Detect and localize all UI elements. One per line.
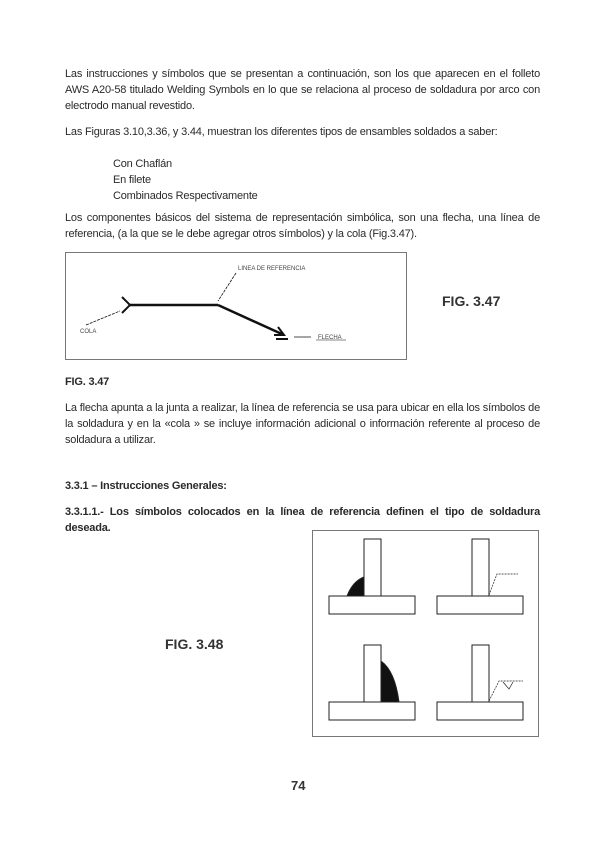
paragraph-flecha: La flecha apunta a la junta a realizar, la línea de referencia se usa para ubicar en ella los símbolos de la soldadura y en la «cola » se incluye información adicional o información referente al proceso de soldadura a utilizar. [65, 402, 540, 446]
paragraph-componentes: Los componentes básicos del sistema de representación simbólica, son una flecha, una línea de referencia, (a la que se le debe agregar otros símbolos) y la cola (Fig.3.47). [65, 212, 540, 240]
flecha-label: FLECHA [318, 335, 342, 341]
list-item: Con Chaflán [113, 158, 172, 170]
figure-3-47-label: FIG. 3.47 [442, 293, 501, 309]
fillet-weld-diagrams [313, 531, 538, 736]
figure-3-48-label: FIG. 3.48 [165, 636, 224, 652]
figure-3-48 [312, 530, 539, 737]
paragraph-intro: Las instrucciones y símbolos que se presentan a continuación, son los que aparecen en el folleto AWS A20-58 titulado Welding Symbols en lo que se relaciona al proceso de soldadura por arco con electrodo manual revestido. [65, 68, 540, 112]
welding-symbol-diagram [66, 253, 406, 359]
list-item: En filete [113, 174, 151, 186]
subsection-heading: 3.3.1.1.- Los símbolos colocados en la línea de referencia definen el tipo de soldadura deseada. [65, 506, 540, 534]
joint-types-list [113, 156, 258, 204]
section-heading: 3.3.1 – Instrucciones Generales: [65, 480, 227, 492]
figure-3-47 [65, 252, 407, 360]
linea-referencia-label: LINEA DE REFERENCIA [238, 266, 306, 272]
figure-3-47-caption: FIG. 3.47 [65, 376, 110, 388]
list-item: Combinados Respectivamente [113, 190, 258, 202]
cola-label: COLA [80, 329, 97, 335]
page-number: 74 [291, 778, 306, 793]
paragraph-figuras: Las Figuras 3.10,3.36, y 3.44, muestran los diferentes tipos de ensambles soldados a saber: [65, 126, 498, 138]
